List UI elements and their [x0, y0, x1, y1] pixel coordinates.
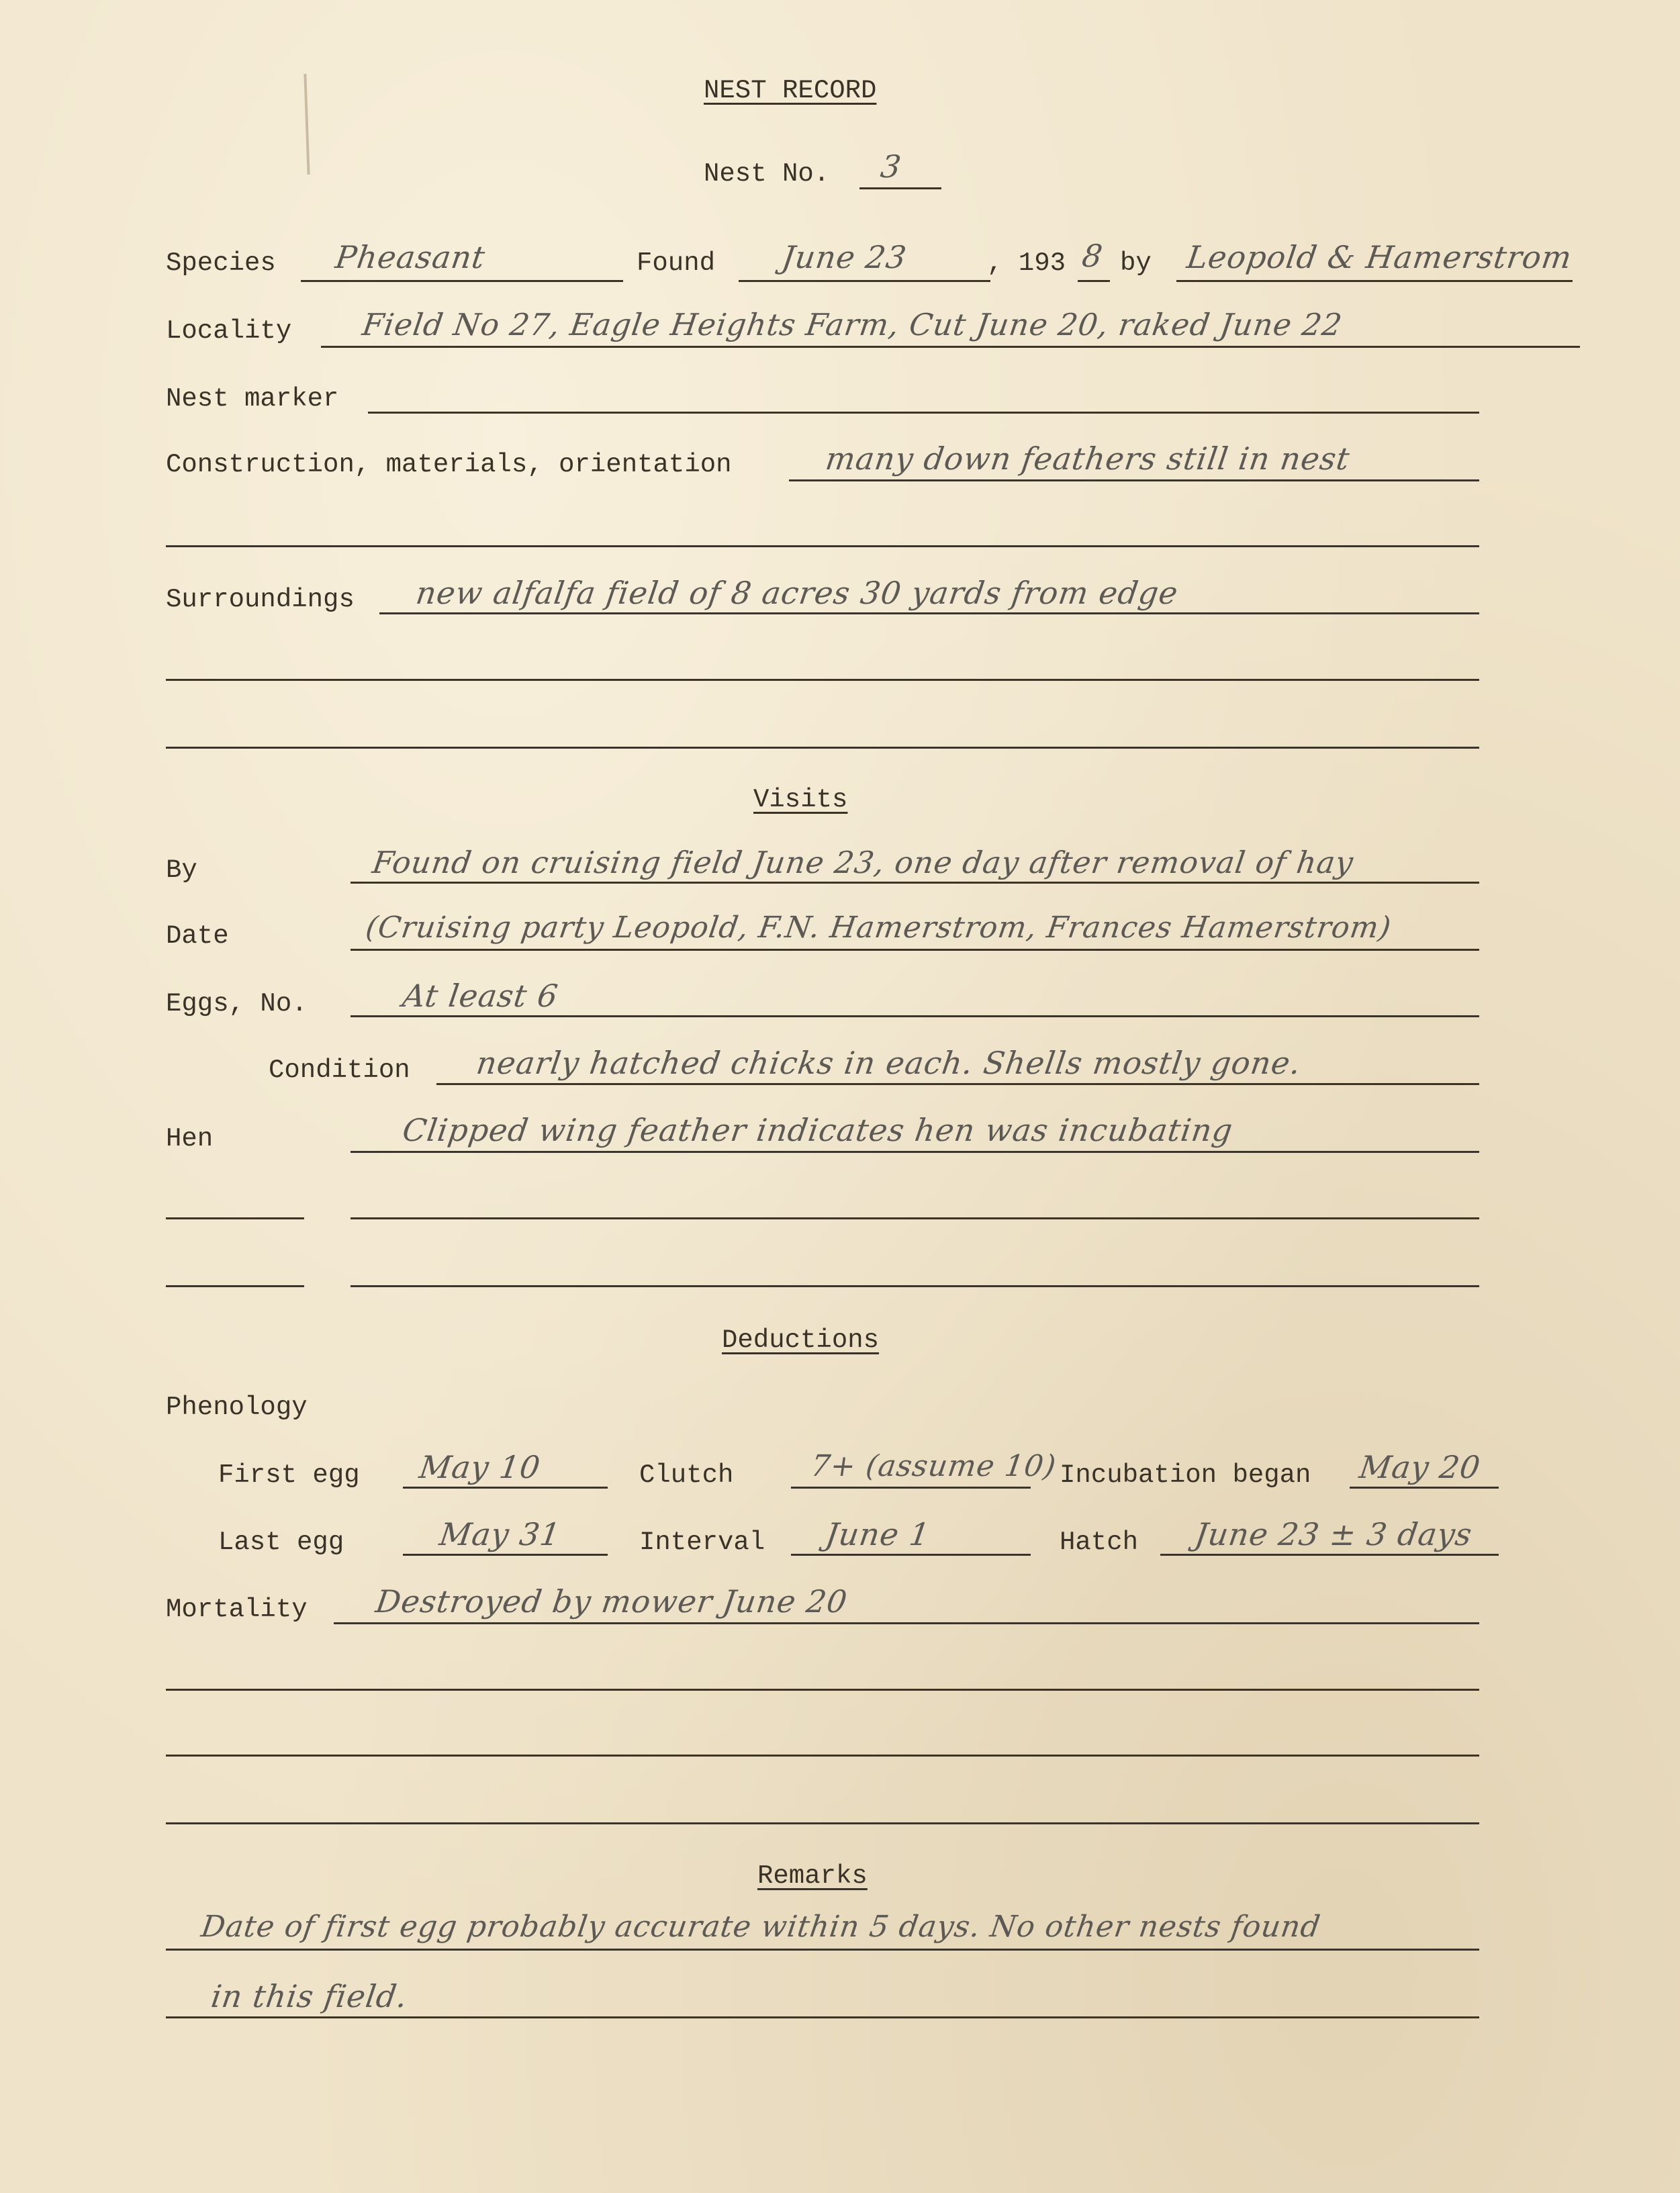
visits-extra-line-2 [351, 1285, 1479, 1287]
nest-no-value: 3 [878, 148, 904, 185]
remarks-heading: Remarks [757, 1861, 868, 1891]
hen-label: Hen [166, 1124, 214, 1154]
nest-no-line [859, 187, 941, 189]
incubation-line [1350, 1487, 1499, 1489]
clutch-label: Clutch [639, 1460, 734, 1490]
mortality-line-4 [166, 1822, 1479, 1824]
condition-value: nearly hatched chicks in each. Shells mostly gone. [474, 1045, 1304, 1081]
by-line [1176, 280, 1573, 282]
visits-heading: Visits [753, 785, 848, 814]
locality-value: Field No 27, Eagle Heights Farm, Cut June 20, raked June 22 [360, 307, 1345, 342]
nest-marker-line [368, 412, 1479, 414]
condition-label: Condition [269, 1056, 410, 1085]
phenology-label: Phenology [166, 1393, 308, 1422]
species-line [301, 280, 623, 282]
visits-date-value: (Cruising party Leopold, F.N. Hamerstrom, Frances Hamerstrom) [363, 911, 1394, 945]
construction-line [789, 479, 1479, 481]
year-digit: 8 [1080, 238, 1106, 274]
visits-date-line [351, 949, 1479, 951]
construction-value: many down feathers still in nest [823, 440, 1352, 477]
form-title: NEST RECORD [704, 76, 877, 105]
surroundings-line [379, 612, 1479, 614]
mortality-value: Destroyed by mower June 20 [373, 1583, 850, 1620]
visits-extra-short-1 [166, 1217, 304, 1219]
visits-extra-short-2 [166, 1285, 304, 1287]
surroundings-value: new alfalfa field of 8 acres 30 yards from edge [414, 575, 1181, 611]
visits-by-value: Found on cruising field June 23, one day after removal of hay [370, 845, 1356, 880]
visits-extra-line-1 [351, 1217, 1479, 1219]
last-egg-value: May 31 [437, 1516, 563, 1552]
eggs-label: Eggs, No. [166, 989, 308, 1019]
construction-label: Construction, materials, orientation [166, 450, 732, 479]
first-egg-line [403, 1487, 608, 1489]
remarks-value-1: Date of first egg probably accurate within 5 days. No other nests found [199, 1910, 1323, 1944]
found-label: Found [637, 248, 716, 278]
hatch-value: June 23 ± 3 days [1193, 1516, 1475, 1552]
by-label: by [1120, 248, 1152, 278]
year-prefix: , 193 [987, 248, 1066, 278]
mortality-line-2 [166, 1689, 1479, 1691]
hen-line [351, 1151, 1479, 1153]
hatch-line [1160, 1554, 1499, 1556]
clutch-value: 7+ (assume 10) [808, 1449, 1059, 1483]
remarks-line-2 [166, 2016, 1479, 2018]
incubation-label: Incubation began [1060, 1460, 1311, 1490]
eggs-line [351, 1015, 1479, 1017]
condition-line [436, 1083, 1479, 1085]
construction-line-2 [166, 545, 1479, 547]
species-value: Pheasant [333, 239, 488, 275]
surroundings-line-2 [166, 679, 1479, 681]
incubation-value: May 20 [1357, 1449, 1483, 1485]
hen-value: Clipped wing feather indicates hen was incubating [400, 1112, 1235, 1148]
nest-marker-label: Nest marker [166, 384, 339, 414]
surroundings-label: Surroundings [166, 585, 355, 614]
remarks-value-2: in this field. [209, 1978, 410, 2014]
deductions-heading: Deductions [722, 1325, 880, 1355]
first-egg-label: First egg [218, 1460, 360, 1490]
found-line [739, 280, 990, 282]
last-egg-line [403, 1554, 608, 1556]
year-line [1078, 280, 1110, 282]
visits-date-label: Date [166, 921, 229, 951]
last-egg-label: Last egg [218, 1528, 344, 1557]
interval-label: Interval [639, 1528, 765, 1557]
species-label: Species [166, 248, 276, 278]
locality-label: Locality [166, 316, 292, 346]
paper-crease [304, 74, 310, 175]
interval-line [791, 1554, 1031, 1556]
visits-by-line [351, 882, 1479, 884]
remarks-line-1 [166, 1949, 1479, 1951]
locality-line [321, 346, 1580, 348]
interval-value: June 1 [823, 1516, 933, 1552]
found-value: June 23 [780, 239, 909, 275]
visits-by-label: By [166, 855, 197, 885]
hatch-label: Hatch [1060, 1528, 1139, 1557]
nest-no-label: Nest No. [704, 159, 830, 189]
mortality-line [334, 1622, 1479, 1624]
eggs-value: At least 6 [400, 978, 561, 1014]
mortality-line-3 [166, 1755, 1479, 1757]
surroundings-line-3 [166, 747, 1479, 749]
mortality-label: Mortality [166, 1595, 308, 1624]
clutch-line [791, 1487, 1031, 1489]
first-egg-value: May 10 [417, 1449, 543, 1485]
by-value: Leopold & Hamerstrom [1184, 239, 1575, 275]
